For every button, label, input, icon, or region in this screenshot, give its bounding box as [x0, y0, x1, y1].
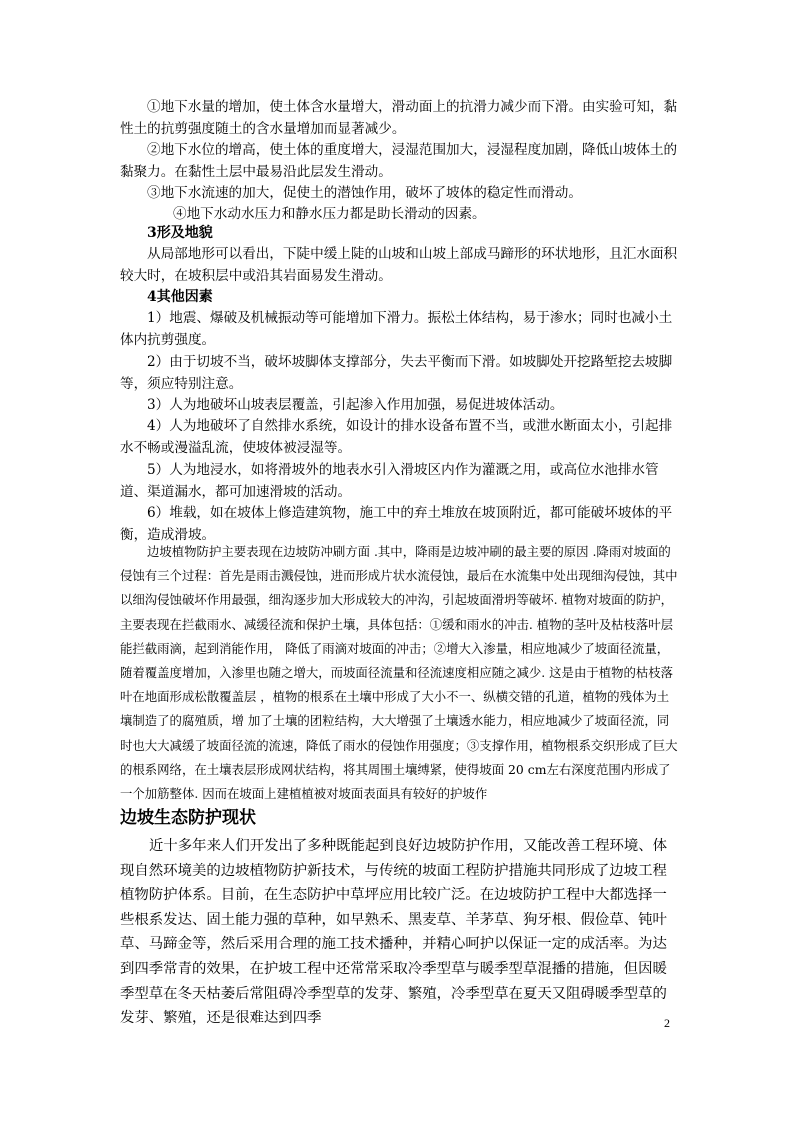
paragraph-groundwater-volume: ①地下水量的增加，使土体含水量增大，滑动面上的抗滑力减少而下滑。由实验可知，黏性土的抗剪强度随土的含水量增加而显著减少。: [120, 99, 678, 137]
paragraph-factor-3: 3）人为地破坏山坡表层覆盖，引起渗入作用加强，易促进坡体活动。: [147, 397, 564, 413]
paragraph-groundwater-flow: ③地下水流速的加大，促使土的潜蚀作用，破坏了坡体的稳定性而滑动。: [147, 185, 582, 201]
paragraph-factor-2: 2）由于切坡不当，破坏坡脚体支撑部分，失去平衡而下滑。如坡脚处开挖路堑挖去坡脚等，须应特别注意。: [120, 354, 673, 392]
paragraph-water-pressure: ④地下水动水压力和静水压力都是助长滑动的因素。: [173, 206, 486, 222]
heading-other-factors: 4其他因素: [147, 289, 213, 305]
paragraph-factor-6: 6）堆载，如在坡体上修造建筑物，施工中的弃土堆放在坡顶附近，都可能破坏坡体的平衡，造成滑坡。: [120, 505, 673, 543]
paragraph-ecological-status: 近十多年来人们开发出了多种既能起到良好边坡防护作用，又能改善工程环境、体现自然环境美的边坡植物防护新技术，与传统的坡面工程防护措施共同形成了边坡工程植物防护体系。目前，在生态防护中草坪应用比较广泛。在边坡防护工程中大都选择一些根系发达、固土能力强的草种，如早熟禾、黑麦草、羊茅草、狗牙根、假俭草、钝叶草、马蹄金等，然后采用合理的施工技术播种，并精心呵护以保证一定的成活率。为达到四季常青的效果，在护坡工程中还常常采取冷季型草与暖季型草混播的措施，但因暖季型草在冬天枯萎后常阻碍冷季型草的发芽、繁殖，冷季型草在夏天又阻碍暖季型草的发芽、繁殖，还是很难达到四季: [120, 838, 668, 1027]
heading-ecological-protection-status: 边坡生态防护现状: [120, 808, 256, 828]
paragraph-terrain: 从局部地形可以看出，下陡中缓上陡的山坡和山坡上部成马蹄形的环状地形，且汇水面积较大时，在坡积层中或沿其岩面易发生滑动。: [120, 246, 678, 284]
paragraph-factor-1: 1）地震、爆破及机械振动等可能增加下滑力。振松土体结构，易于渗水；同时也减小土体内抗剪强度。: [120, 310, 673, 348]
paragraph-factor-5: 5）人为地浸水，如将滑坡外的地表水引入滑坡区内作为灌溉之用，或高位水池排水管道、渠道漏水，都可加速滑坡的活动。: [120, 462, 659, 500]
page-number: 2: [664, 1016, 670, 1030]
paragraph-groundwater-level: ②地下水位的增高，使土体的重度增大，浸湿范围加大，浸湿程度加剧，降低山坡体土的黏聚力。在黏性土层中最易沿此层发生滑动。: [120, 142, 678, 180]
paragraph-factor-4: 4）人为地破坏了自然排水系统，如设计的排水设备布置不当，或泄水断面太小，引起排水不畅或漫溢乱流，使坡体被浸湿等。: [120, 418, 673, 456]
heading-terrain: 3形及地貌: [147, 225, 213, 241]
paragraph-vegetation-protection: 边坡植物防护主要表现在边坡防冲刷方面 .其中，降雨是边坡冲刷的最主要的原因 .降雨对坡面的侵蚀有三个过程：首先是雨击溅侵蚀，进而形成片状水流侵蚀，最后在水流集中处出现细沟侵蚀，其中以细沟侵蚀破坏作用最强，细沟逐步加大形成较大的冲沟，引起坡面滑坍等破坏. 植物对坡面的防护，主要表现在拦截雨水、减缓径流和保护土壤，具体包括：①缓和雨水的冲击. 植物的茎叶及枯枝落叶层能拦截雨滴，起到消能作用， 降低了雨滴对坡面的冲击；②增大入渗量，相应地减少了坡面径流量，随着覆盖度增加，入渗里也随之增大，而坡面径流量和径流速度相应随之减少. 这是由于植物的枯枝落叶在地面形成松散覆盖层 ，植物的根系在土壤中形成了大小不一、纵横交错的孔道，植物的残体为土壤制造了的腐殖质，增 加了土壤的团粒结构，大大增强了土壤透水能力，相应地减少了坡面径流，同时也大大减缓了坡面径流的流速，降低了雨水的侵蚀作用强度；③支撑作用，植物根系交织形成了巨大的根系网络，在土壤表层形成网状结构，将其周围土壤缚紧，使得坡面 20 cm左右深度范围内形成了一个加筋整体. 因而在坡面上建植植被对坡面表面具有较好的护坡作: [120, 544, 678, 802]
